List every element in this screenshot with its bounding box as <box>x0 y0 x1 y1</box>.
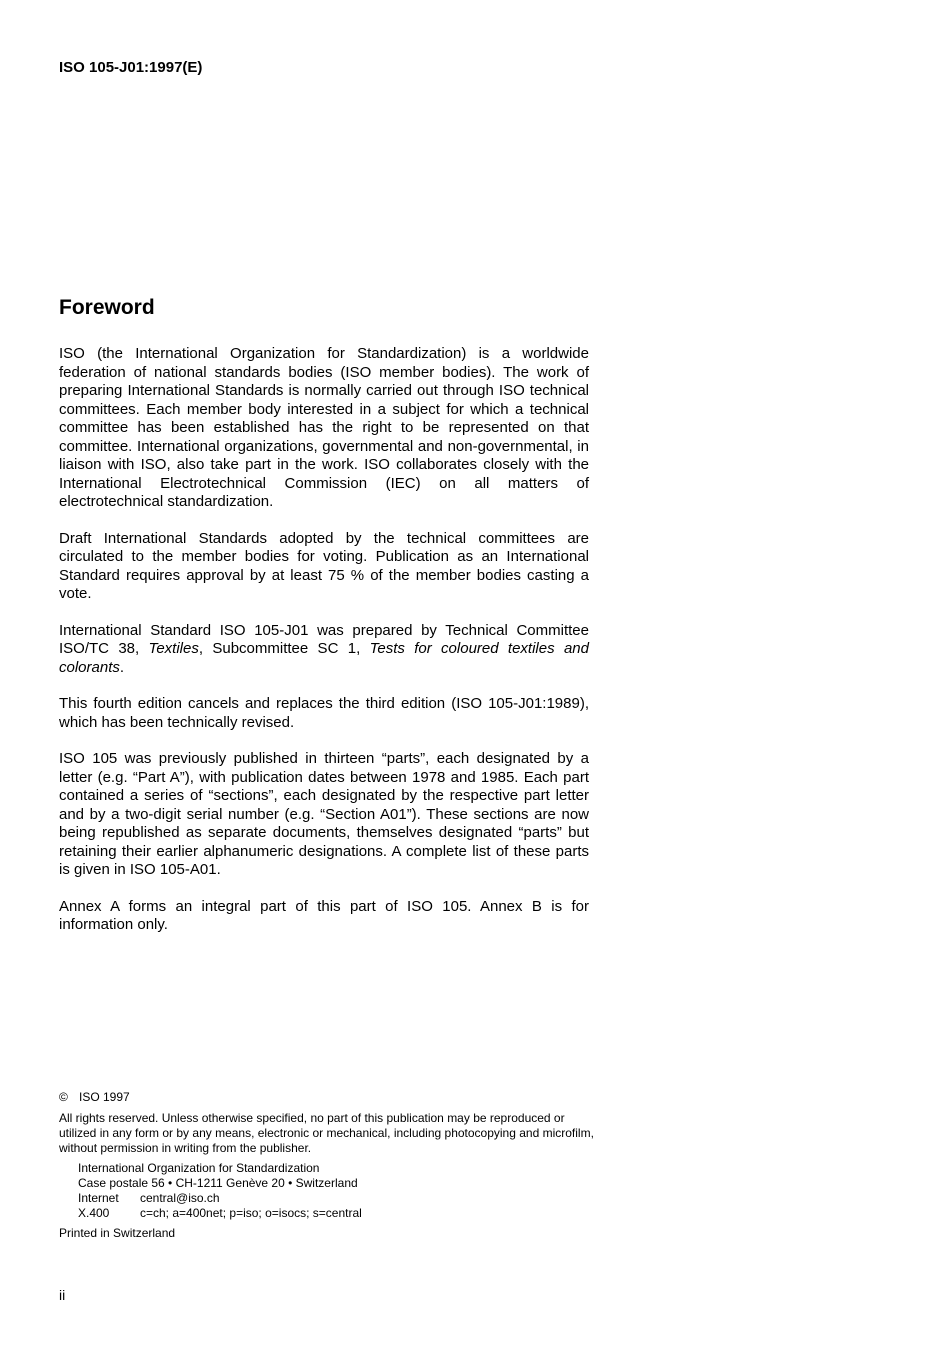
foreword-paragraph-1: ISO (the International Organization for Standardization) is a worldwide federation of national standards bodies (ISO member bodies). The work of preparing International Standards is normally carried out through ISO technical committees. Each member body interested in a subject for which a technical committee has been established has the right to be represented on that committee. International organizations, governmental and non-governmental, in liaison with ISO, also take part in the work. ISO collaborates closely with the International Electrotechnical Commission (IEC) on all matters of electrotechnical standardization. <box>59 345 589 510</box>
foreword-paragraph-5: ISO 105 was previously published in thirteen “parts”, each designated by a letter (e.g. “Part A”), with publication dates between 1978 and 1985. Each part contained a series of “sections”, each designated by the respective part letter and by a two-digit serial number (e.g. “Section A01”). These sections are now being republished as separate documents, themselves designated “parts” but retaining their earlier alphanumeric designations. A complete list of these parts is given in ISO 105-A01. <box>59 750 589 878</box>
p3-text-e: . <box>119 658 125 676</box>
x400-label: X.400 <box>78 1206 110 1220</box>
foreword-paragraph-2: Draft International Standards adopted by the technical committees are circulated to the member bodies for voting. Publication as an International Standard requires approval by at least 75 % of the member bodies casting a vote. <box>59 529 589 602</box>
p3-text-c: , Subcommittee SC 1, <box>198 640 370 657</box>
publisher-postal: Case postale 56 • CH-1211 Genève 20 • Switzerland <box>78 1176 358 1190</box>
page-number: ii <box>59 1287 66 1303</box>
foreword-paragraph-6: Annex A forms an integral part of this part of ISO 105. Annex B is for information only. <box>59 897 589 933</box>
foreword-paragraph-4: This fourth edition cancels and replaces the third edition (ISO 105-J01:1989), which has been technically revised. <box>59 695 589 731</box>
p3-committee-title: Textiles <box>148 640 199 657</box>
publisher-x400 <box>78 1206 599 1221</box>
internet-label: Internet <box>78 1191 119 1205</box>
document-id: ISO 105-J01:1997(E) <box>59 59 203 76</box>
copyright-text: ISO 1997 <box>79 1090 130 1104</box>
publisher-internet <box>78 1191 599 1206</box>
foreword-paragraph-3 <box>59 622 589 678</box>
publisher-address <box>78 1161 599 1221</box>
copyright-notice <box>59 1090 599 1105</box>
x400-value: c=ch; a=400net; p=iso; o=isocs; s=central <box>140 1206 362 1220</box>
p3-subcommittee-title: Tests for coloured textiles and colorants <box>59 640 589 676</box>
rights-statement: All rights reserved. Unless otherwise specified, no part of this publication may be reproduced or utilized in any form or by any means, electronic or mechanical, including photocopying and microfilm, without permission in writing from the publisher. <box>59 1111 594 1155</box>
p3-text-a: International Standard ISO 105-J01 was prepared by Technical Committee ISO/TC 38, <box>59 621 589 657</box>
copyright-block <box>59 1090 599 1241</box>
copyright-symbol: © <box>59 1090 68 1104</box>
internet-value: central@iso.ch <box>140 1191 220 1205</box>
foreword-title: Foreword <box>59 296 155 319</box>
foreword-body <box>59 345 589 953</box>
publisher-org: International Organization for Standardization <box>78 1161 320 1175</box>
printed-in: Printed in Switzerland <box>59 1226 176 1240</box>
